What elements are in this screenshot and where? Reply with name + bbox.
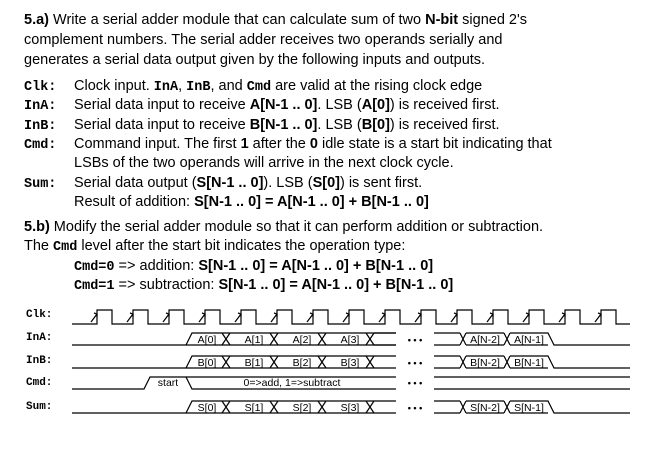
text: level after the start bit indicates the operation type:	[77, 238, 406, 254]
text: . LSB (	[317, 97, 362, 113]
wave-label-sum: Sum:	[26, 401, 53, 413]
wave-label-cmd: Cmd:	[26, 377, 53, 389]
text: ) is received first.	[389, 97, 500, 113]
wave-label-inb: InB:	[26, 355, 53, 367]
part-a-line-2: complement numbers. The serial adder receives two operands serially and	[24, 32, 503, 48]
bold-term: 0	[309, 136, 318, 152]
part-a-text-end: signed 2's	[458, 12, 527, 28]
signal-name: InA:	[24, 99, 57, 114]
ina-cell-2: A[2]	[292, 334, 312, 346]
part-a-label: 5.a)	[24, 12, 49, 28]
text: idle state is a start bit indicating that	[317, 136, 552, 152]
inb-cell-n2: B[N-2]	[470, 357, 500, 369]
cmd-waveform	[72, 377, 630, 389]
cmd-ellipsis: • • •	[407, 378, 423, 388]
signal-name: Cmd:	[24, 138, 57, 153]
sum-cell-0: S[0]	[197, 402, 217, 414]
inb-cell-1: B[1]	[244, 357, 264, 369]
bold-term: S[N-1 .. 0]	[196, 175, 264, 191]
inb-ellipsis: • • •	[407, 358, 423, 368]
text: are valid at the rising clock edge	[271, 78, 483, 94]
bold-term: B[N-1 .. 0]	[249, 117, 318, 133]
bold-term: S[0]	[312, 175, 340, 191]
bold-term: A[0]	[361, 97, 390, 113]
text: ). LSB (	[263, 175, 313, 191]
text: ) is sent first.	[339, 175, 423, 191]
ina-cell-1: A[1]	[244, 334, 264, 346]
mono-term: Cmd=1	[74, 279, 115, 294]
bold-term: B[0]	[361, 117, 390, 133]
ina-cell-n1: A[N-1]	[514, 334, 544, 346]
text: . LSB (	[317, 117, 362, 133]
bold-term: 1	[240, 136, 249, 152]
text: ) is received first.	[389, 117, 500, 133]
wave-label-clk: Clk:	[26, 309, 53, 321]
equation: S[N-1 .. 0] = A[N-1 .. 0] + B[N-1 .. 0]	[218, 277, 454, 293]
equation: S[N-1 .. 0] = A[N-1 .. 0] + B[N-1 .. 0]	[198, 258, 434, 274]
n-bit-term: N-bit	[425, 12, 459, 28]
sum-cell-n2: S[N-2]	[470, 402, 500, 414]
signal-cmd-desc-cont: LSBs of the two operands will arrive in the next clock cycle.	[74, 155, 454, 171]
text: Clock input.	[74, 78, 154, 94]
inb-cell-n1: B[N-1]	[514, 357, 544, 369]
signal-name: Clk:	[24, 80, 57, 95]
text: after the	[248, 136, 310, 152]
cmd-start-label: start	[157, 377, 179, 389]
clock-edge-arrows	[91, 313, 601, 322]
mono-term: InB	[186, 80, 211, 95]
text: Serial data output (	[74, 175, 197, 191]
sum-cell-3: S[3]	[340, 402, 360, 414]
inb-cell-0: B[0]	[197, 357, 217, 369]
signal-name: InB:	[24, 119, 57, 134]
text: Modify the serial adder module so that it can perform addition or subtraction.	[49, 219, 544, 235]
text: Serial data input to receive	[74, 97, 250, 113]
part-a-text: Write a serial adder module that can calculate sum of two	[49, 12, 426, 28]
equation: S[N-1 .. 0] = A[N-1 .. 0] + B[N-1 .. 0]	[194, 194, 429, 210]
wave-label-ina: InA:	[26, 332, 53, 344]
text: Result of addition:	[74, 194, 195, 210]
text: => subtraction:	[114, 277, 219, 293]
text: Command input. The first	[74, 136, 241, 152]
ina-ellipsis: • • •	[407, 335, 423, 345]
sum-cell-1: S[1]	[244, 402, 264, 414]
clock-waveform	[72, 310, 630, 324]
text: The	[24, 238, 54, 254]
mono-term: Cmd	[246, 80, 272, 95]
ina-cell-n2: A[N-2]	[470, 334, 500, 346]
ina-cell-3: A[3]	[340, 334, 360, 346]
sum-cell-n1: S[N-1]	[514, 402, 544, 414]
mono-term: Cmd=0	[74, 260, 115, 275]
text: ,	[178, 78, 187, 94]
mono-term: Cmd	[53, 240, 78, 255]
sum-ellipsis: • • •	[407, 403, 423, 413]
inb-cell-2: B[2]	[292, 357, 312, 369]
signal-name: Sum:	[24, 177, 57, 192]
sum-cell-2: S[2]	[292, 402, 312, 414]
text: => addition:	[114, 258, 199, 274]
bold-term: A[N-1 .. 0]	[249, 97, 318, 113]
part-b-label: 5.b)	[24, 219, 50, 235]
text: , and	[210, 78, 247, 94]
inb-cell-3: B[3]	[340, 357, 360, 369]
text: Serial data input to receive	[74, 117, 250, 133]
mono-term: InA	[153, 80, 179, 95]
ina-cell-0: A[0]	[197, 334, 217, 346]
part-a-line-3: generates a serial data output given by the following inputs and outputs.	[24, 52, 486, 68]
cmd-op-label: 0=>add, 1=>subtract	[243, 377, 341, 389]
